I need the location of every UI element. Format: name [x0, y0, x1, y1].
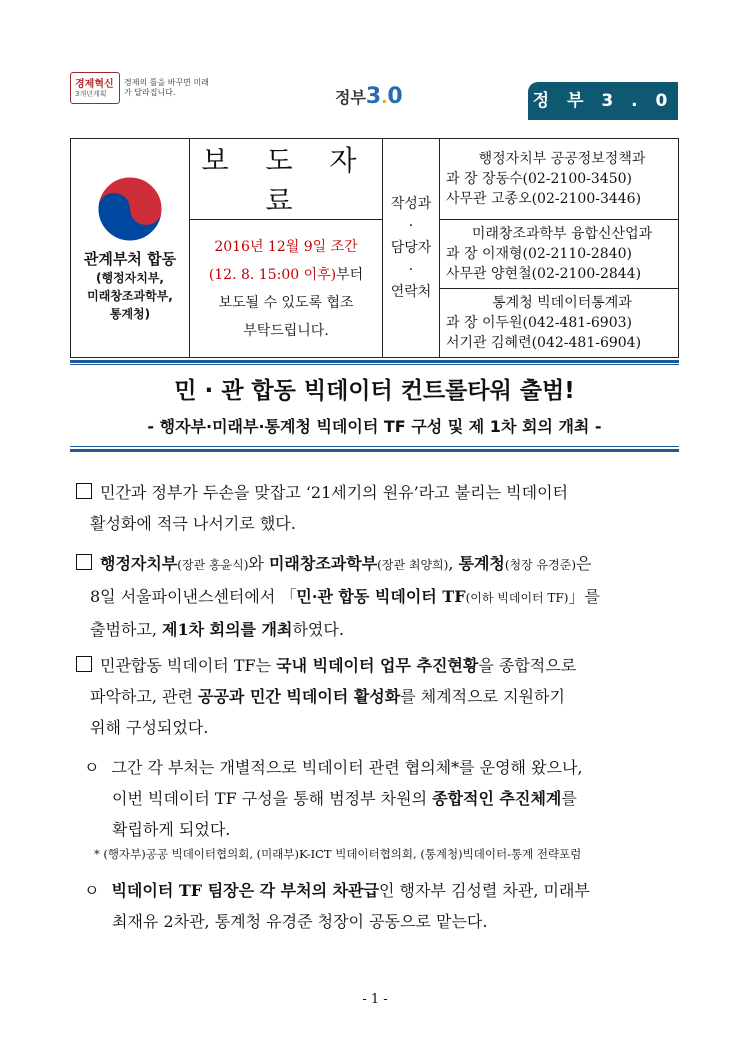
role-1: 작성과	[390, 196, 432, 212]
page-number: - 1 -	[362, 992, 388, 1007]
document-title: 보 도 자 료	[190, 139, 383, 220]
text-run: 이번 빅데이터 TF 구성을 통해 범정부 차원의	[112, 789, 433, 808]
contact-line: 과 장 장동수(02-2100-3450)	[446, 171, 632, 187]
text-line: 그간 각 부처는 개별적으로 빅데이터 관련 협의체*를 운영해 왔으나,	[111, 758, 583, 777]
embargo-time: (12. 8. 15:00 이후)	[208, 266, 337, 283]
logo-line2: 3개년계획	[75, 90, 107, 98]
text-run: 를	[561, 789, 577, 808]
text-run: 을 종합적으로	[478, 656, 577, 675]
text-run: (청장 유경준)	[504, 558, 576, 572]
text-line: 최재유 2차관, 통계청 유경준 청장이 공동으로 맡는다.	[112, 912, 488, 931]
agency-name-1: (행정자치부,	[95, 270, 164, 285]
checkbox-square-icon	[76, 483, 92, 499]
contact-line: 과 장 이두원(042-481-6903)	[446, 315, 632, 331]
embargo-request: 보도될 수 있도록 협조	[218, 294, 354, 311]
text-run: (이하 빅데이터 TF)	[465, 591, 569, 605]
text-run: 빅데이터 TF 팀장은 각 부처의 차관급	[111, 881, 379, 900]
role-sep-1: ·	[408, 218, 414, 234]
divider	[70, 364, 679, 365]
divider	[70, 360, 679, 363]
bullet-mark: ㅇ	[84, 758, 100, 777]
text-run: 하였다.	[292, 620, 344, 639]
gov30-prefix: 정부	[335, 88, 366, 107]
agency-title: 관계부처 합동	[83, 249, 177, 268]
agency-name-2: 미래창조과학부,	[87, 288, 173, 303]
role-3: 연락처	[390, 284, 432, 300]
embargo-date: 2016년 12월 9일 조간	[214, 238, 358, 255]
text-run: 출범하고,	[90, 620, 162, 639]
taegeuk-emblem-icon	[95, 174, 165, 244]
contact-block-1	[440, 139, 679, 220]
release-info-table	[70, 138, 679, 358]
gov30-number: 3	[365, 84, 382, 109]
contact-block-2	[440, 220, 679, 289]
footnote: * (행자부)공공 빅데이터협의회, (미래부)K-ICT 빅데이터협의회, (통계청)빅데이터-통계 전략포럼	[94, 847, 582, 861]
contact-line: 사무관 고종오(02-2100-3446)	[446, 191, 642, 207]
text-run: 인 행자부 김성렬 차관, 미래부	[378, 881, 590, 900]
checkbox-square-icon	[76, 554, 92, 570]
embargo-cell	[190, 220, 383, 358]
logo-line1: 경제혁신	[75, 79, 114, 90]
agency-name-3: 통계청)	[109, 306, 151, 321]
bullet-2	[84, 875, 678, 937]
text-run: 제1차 회의를 개최	[162, 620, 293, 639]
text-run: 은	[576, 554, 592, 573]
contact-line: 사무관 양현철(02-2100-2844)	[446, 266, 642, 282]
economic-innovation-logo	[70, 72, 120, 104]
text-run: 와	[248, 554, 269, 573]
embargo-from: 부터	[336, 266, 364, 283]
agency-cell	[71, 139, 190, 358]
role-sep-2: ·	[408, 262, 414, 278]
embargo-thanks: 부탁드립니다.	[243, 322, 329, 339]
text-run: 미래창조과학부	[268, 554, 378, 573]
text-line: 민간과 정부가 두손을 맞잡고 ‘21세기의 원유’라고 불리는 빅데이터	[100, 483, 568, 502]
contact-line: 과 장 이재형(02-2110-2840)	[446, 246, 632, 262]
role-2: 담당자	[390, 240, 432, 256]
text-line: 확립하게 되었다.	[112, 820, 231, 839]
slogan: 경제의 틀을 바꾸면 미래가 달라집니다.	[124, 78, 209, 97]
text-run: 」를	[568, 587, 600, 606]
paragraph-3	[76, 650, 670, 743]
text-run: 종합적인 추진체계	[432, 789, 562, 808]
contact-line: 서기관 김혜련(042-481-6904)	[446, 335, 642, 351]
contact-dept: 행정자치부 공공정보정책과	[478, 151, 646, 167]
paragraph-2	[76, 548, 670, 645]
headline-title: 민 · 관 합동 빅데이터 컨트롤타워 출범!	[174, 378, 575, 404]
text-run: 민·관 합동 빅데이터 TF	[296, 587, 466, 606]
contact-dept: 미래창조과학부 융합신산업과	[471, 226, 653, 242]
divider	[70, 449, 679, 452]
divider	[70, 446, 679, 447]
text-run: (장관 최양희)	[377, 558, 449, 572]
text-run: 국내 빅데이터 업무 추진현황	[276, 656, 479, 675]
bullet-mark: ㅇ	[84, 881, 100, 900]
text-run: (장관 홍윤식)	[177, 558, 249, 572]
text-line: 위해 구성되었다.	[90, 718, 209, 737]
role-cell	[383, 139, 440, 358]
contact-dept: 통계청 빅데이터통계과	[492, 295, 632, 311]
headline-subtitle: - 행자부·미래부·통계청 빅데이터 TF 구성 및 제 1차 회의 개최 -	[147, 417, 602, 436]
text-run: 행정자치부	[100, 554, 178, 573]
checkbox-square-icon	[76, 656, 92, 672]
bullet-1	[84, 752, 678, 845]
text-run: 공공과 민간 빅데이터 활성화	[198, 687, 401, 706]
text-run: 통계청	[458, 554, 505, 573]
text-run: 민관합동 빅데이터 TF는	[100, 656, 277, 675]
text-run: 파악하고, 관련	[90, 687, 198, 706]
text-run: 8일 서울파이낸스센터에서 「	[90, 587, 297, 606]
text-run: ,	[448, 554, 459, 573]
contact-block-3	[440, 289, 679, 358]
text-run: 를 체계적으로 지원하기	[400, 687, 565, 706]
gov30-logo: 정부3.0	[335, 84, 403, 109]
text-line: 활성화에 적극 나서기로 했다.	[90, 514, 296, 533]
paragraph-1	[76, 477, 670, 539]
gov30-suffix: 0	[387, 84, 403, 109]
gov30-tab: 정 부 3 . 0	[528, 82, 678, 120]
